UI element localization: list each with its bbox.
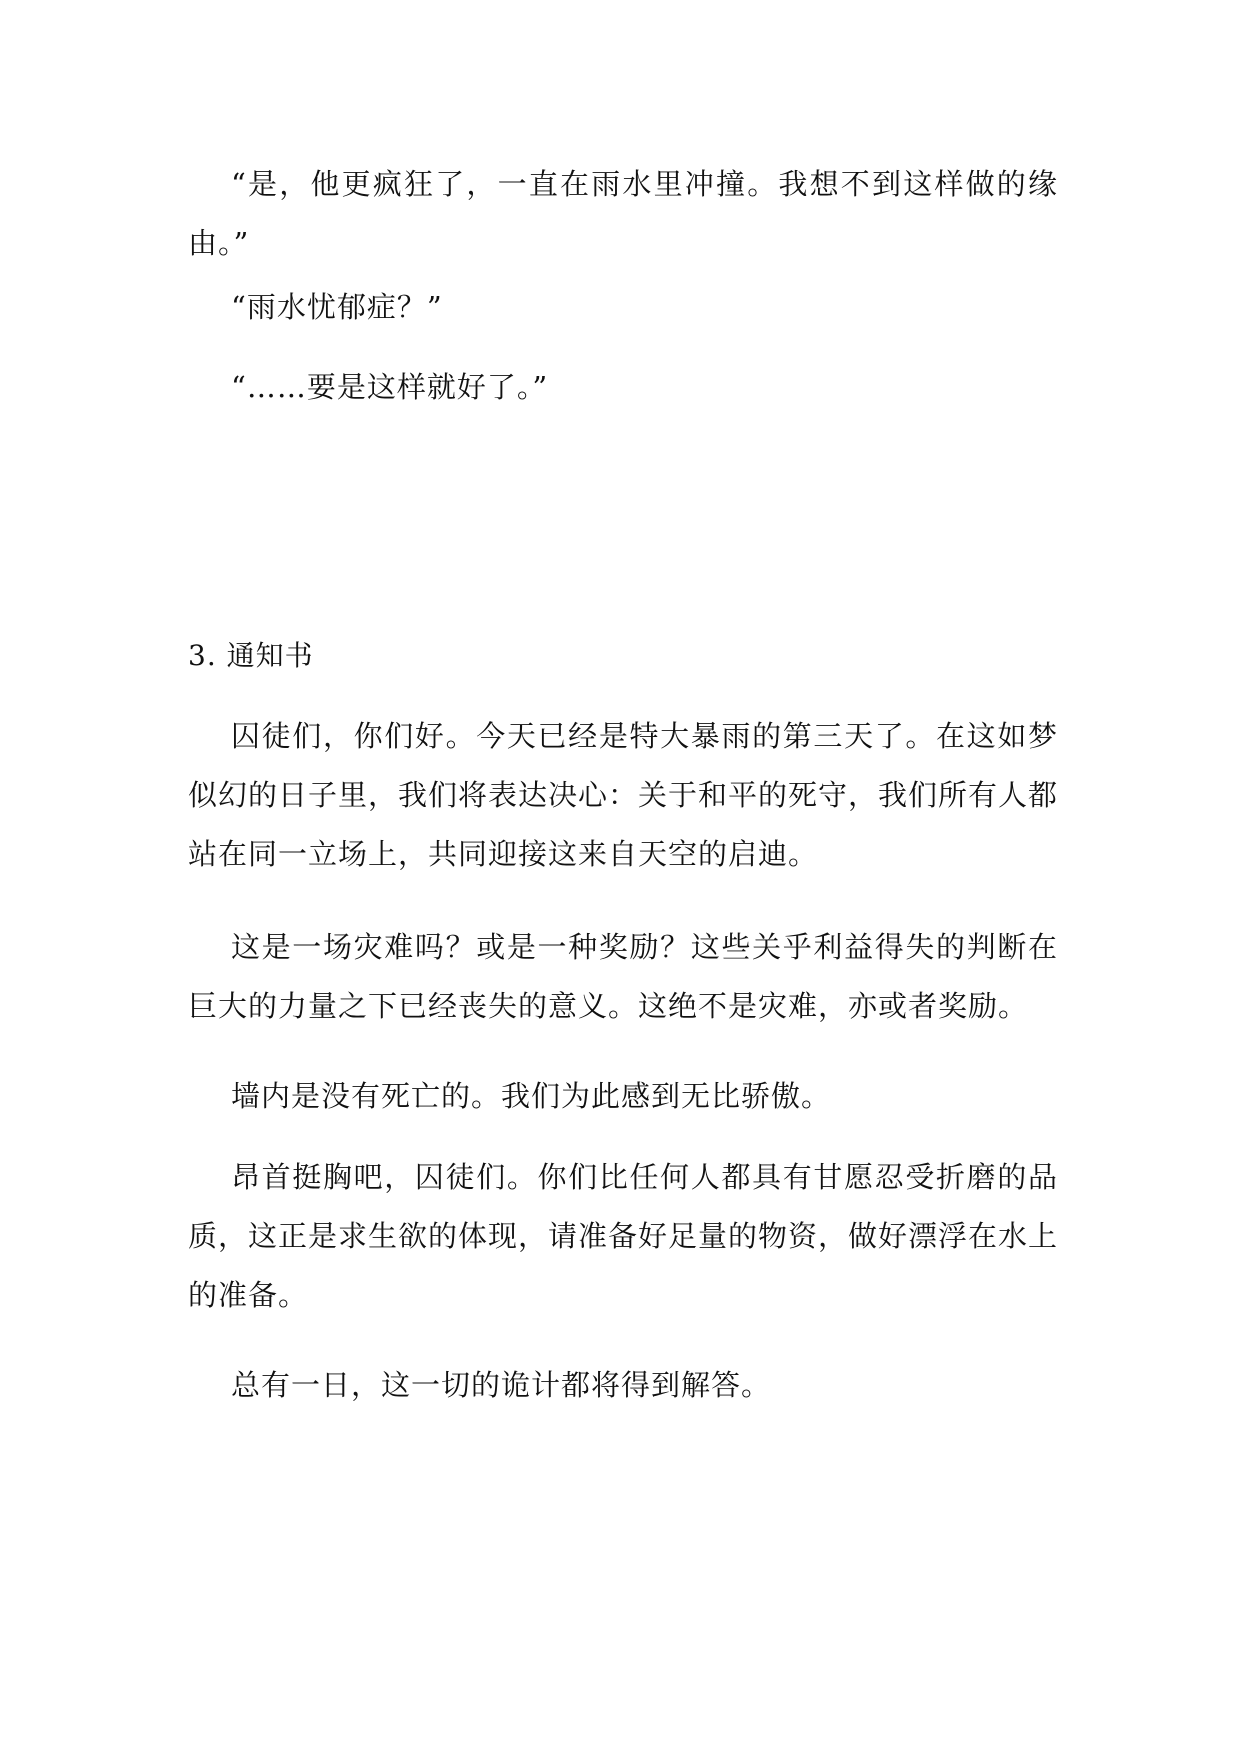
dialogue-paragraph-2: “雨水忧郁症？” xyxy=(231,290,443,324)
section-heading: 3. 通知书 xyxy=(188,639,314,672)
dialogue-paragraph-1: “是，他更疯狂了，一直在雨水里冲撞。我想不到这样做的缘由。” xyxy=(188,167,1058,260)
body-paragraph-4: 昂首挺胸吧，囚徒们。你们比任何人都具有甘愿忍受折磨的品质，这正是求生欲的体现，请准备好足量的物资，做好漂浮在水上的准备。 xyxy=(188,1160,1059,1312)
body-paragraph-5: 总有一日，这一切的诡计都将得到解答。 xyxy=(231,1368,772,1402)
body-paragraph-3: 墙内是没有死亡的。我们为此感到无比骄傲。 xyxy=(231,1079,832,1113)
dialogue-paragraph-3: “……要是这样就好了。” xyxy=(231,370,549,404)
body-paragraph-1: 囚徒们，你们好。今天已经是特大暴雨的第三天了。在这如梦似幻的日子里，我们将表达决心：关于和平的死守，我们所有人都站在同一立场上，共同迎接这来自天空的启迪。 xyxy=(188,719,1059,871)
body-paragraph-2: 这是一场灾难吗？或是一种奖励？这些关乎利益得失的判断在巨大的力量之下已经丧失的意义。这绝不是灾难，亦或者奖励。 xyxy=(188,930,1058,1023)
